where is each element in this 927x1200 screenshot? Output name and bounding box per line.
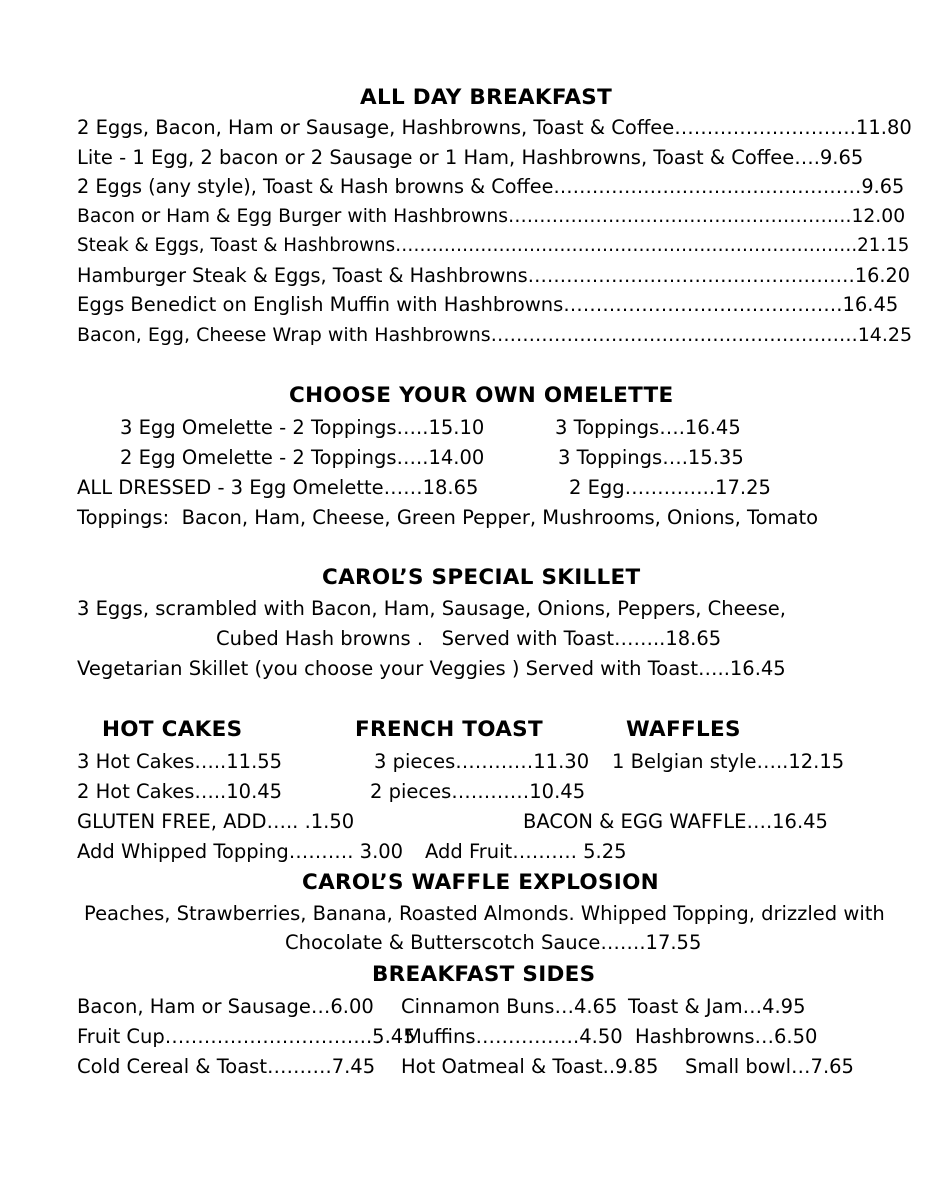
breakfast-sides-title: BREAKFAST SIDES bbox=[372, 962, 596, 987]
french-toast-title: FRENCH TOAST bbox=[355, 717, 543, 742]
waffle-item: 1 Belgian style…..12.15 bbox=[612, 750, 845, 773]
vegetarian-skillet: Vegetarian Skillet (you choose your Veggies ) Served with Toast…..16.45 bbox=[77, 657, 786, 680]
omelette-toppings: Toppings: Bacon, Ham, Cheese, Green Pepper, Mushrooms, Onions, Tomato bbox=[77, 506, 819, 529]
menu-item: 2 Eggs, Bacon, Ham or Sausage, Hashbrowns, Toast & Coffee……………………….11.80 bbox=[77, 116, 912, 139]
gluten-free-addon: GLUTEN FREE, ADD….. .1.50 bbox=[77, 810, 355, 833]
omelette-option: ALL DRESSED - 3 Egg Omelette……18.65 bbox=[77, 476, 479, 499]
waffle-explosion-description: Chocolate & Butterscotch Sauce…….17.55 bbox=[285, 931, 702, 954]
menu-item: 2 Eggs (any style), Toast & Hash browns & Coffee…………………………………………9.65 bbox=[77, 175, 905, 198]
omelette-option: 3 Toppings….16.45 bbox=[555, 416, 741, 439]
side-item: Small bowl…7.65 bbox=[685, 1055, 854, 1078]
waffles-title: WAFFLES bbox=[626, 717, 741, 742]
side-item: Cinnamon Buns…4.65 bbox=[401, 995, 618, 1018]
omelette-option: 2 Egg Omelette - 2 Toppings…..14.00 bbox=[120, 446, 485, 469]
hot-cakes-item: 2 Hot Cakes…..10.45 bbox=[77, 780, 283, 803]
omelette-title: CHOOSE YOUR OWN OMELETTE bbox=[289, 383, 674, 408]
fruit-addon: Add Fruit………. 5.25 bbox=[425, 840, 627, 863]
menu-item: Bacon, Egg, Cheese Wrap with Hashbrowns………………………………………………….14.25 bbox=[77, 324, 913, 346]
all-day-breakfast-title: ALL DAY BREAKFAST bbox=[360, 85, 613, 110]
skillet-description: 3 Eggs, scrambled with Bacon, Ham, Sausage, Onions, Peppers, Cheese, bbox=[77, 597, 787, 620]
menu-item: Hamburger Steak & Eggs, Toast & Hashbrowns……………………………………………16.20 bbox=[77, 264, 910, 287]
side-item: Toast & Jam…4.95 bbox=[628, 995, 806, 1018]
side-item: Fruit Cup…………………………..5.45 bbox=[77, 1025, 416, 1048]
side-item: Cold Cereal & Toast……….7.45 bbox=[77, 1055, 376, 1078]
hot-cakes-title: HOT CAKES bbox=[102, 717, 243, 742]
hot-cakes-item: 3 Hot Cakes…..11.55 bbox=[77, 750, 283, 773]
menu-item: Steak & Eggs, Toast & Hashbrowns………………………………………………………………….21.15 bbox=[77, 235, 910, 256]
side-item: Hot Oatmeal & Toast..9.85 bbox=[401, 1055, 659, 1078]
side-item: Muffins…………….4.50 bbox=[405, 1025, 623, 1048]
omelette-option: 3 Toppings….15.35 bbox=[558, 446, 744, 469]
skillet-description: Cubed Hash browns . Served with Toast……..18.65 bbox=[216, 627, 722, 650]
french-toast-item: 2 pieces…………10.45 bbox=[370, 780, 586, 803]
menu-item: Bacon or Ham & Egg Burger with Hashbrowns……………………………………………….12.00 bbox=[77, 206, 906, 227]
omelette-option: 3 Egg Omelette - 2 Toppings…..15.10 bbox=[120, 416, 485, 439]
waffle-item: BACON & EGG WAFFLE….16.45 bbox=[523, 810, 828, 833]
menu-item: Eggs Benedict on English Muffin with Hashbrowns…………………………………….16.45 bbox=[77, 293, 899, 316]
skillet-title: CAROL’S SPECIAL SKILLET bbox=[322, 565, 641, 590]
menu-item: Lite - 1 Egg, 2 bacon or 2 Sausage or 1 Ham, Hashbrowns, Toast & Coffee….9.65 bbox=[77, 146, 864, 169]
waffle-explosion-title: CAROL’S WAFFLE EXPLOSION bbox=[302, 870, 659, 895]
omelette-option: 2 Egg…………..17.25 bbox=[569, 476, 771, 499]
side-item: Bacon, Ham or Sausage…6.00 bbox=[77, 995, 374, 1018]
whipped-topping-addon: Add Whipped Topping………. 3.00 bbox=[77, 840, 404, 863]
side-item: Hashbrowns…6.50 bbox=[635, 1025, 818, 1048]
french-toast-item: 3 pieces…………11.30 bbox=[374, 750, 590, 773]
waffle-explosion-description: Peaches, Strawberries, Banana, Roasted Almonds. Whipped Topping, drizzled with bbox=[84, 902, 885, 925]
